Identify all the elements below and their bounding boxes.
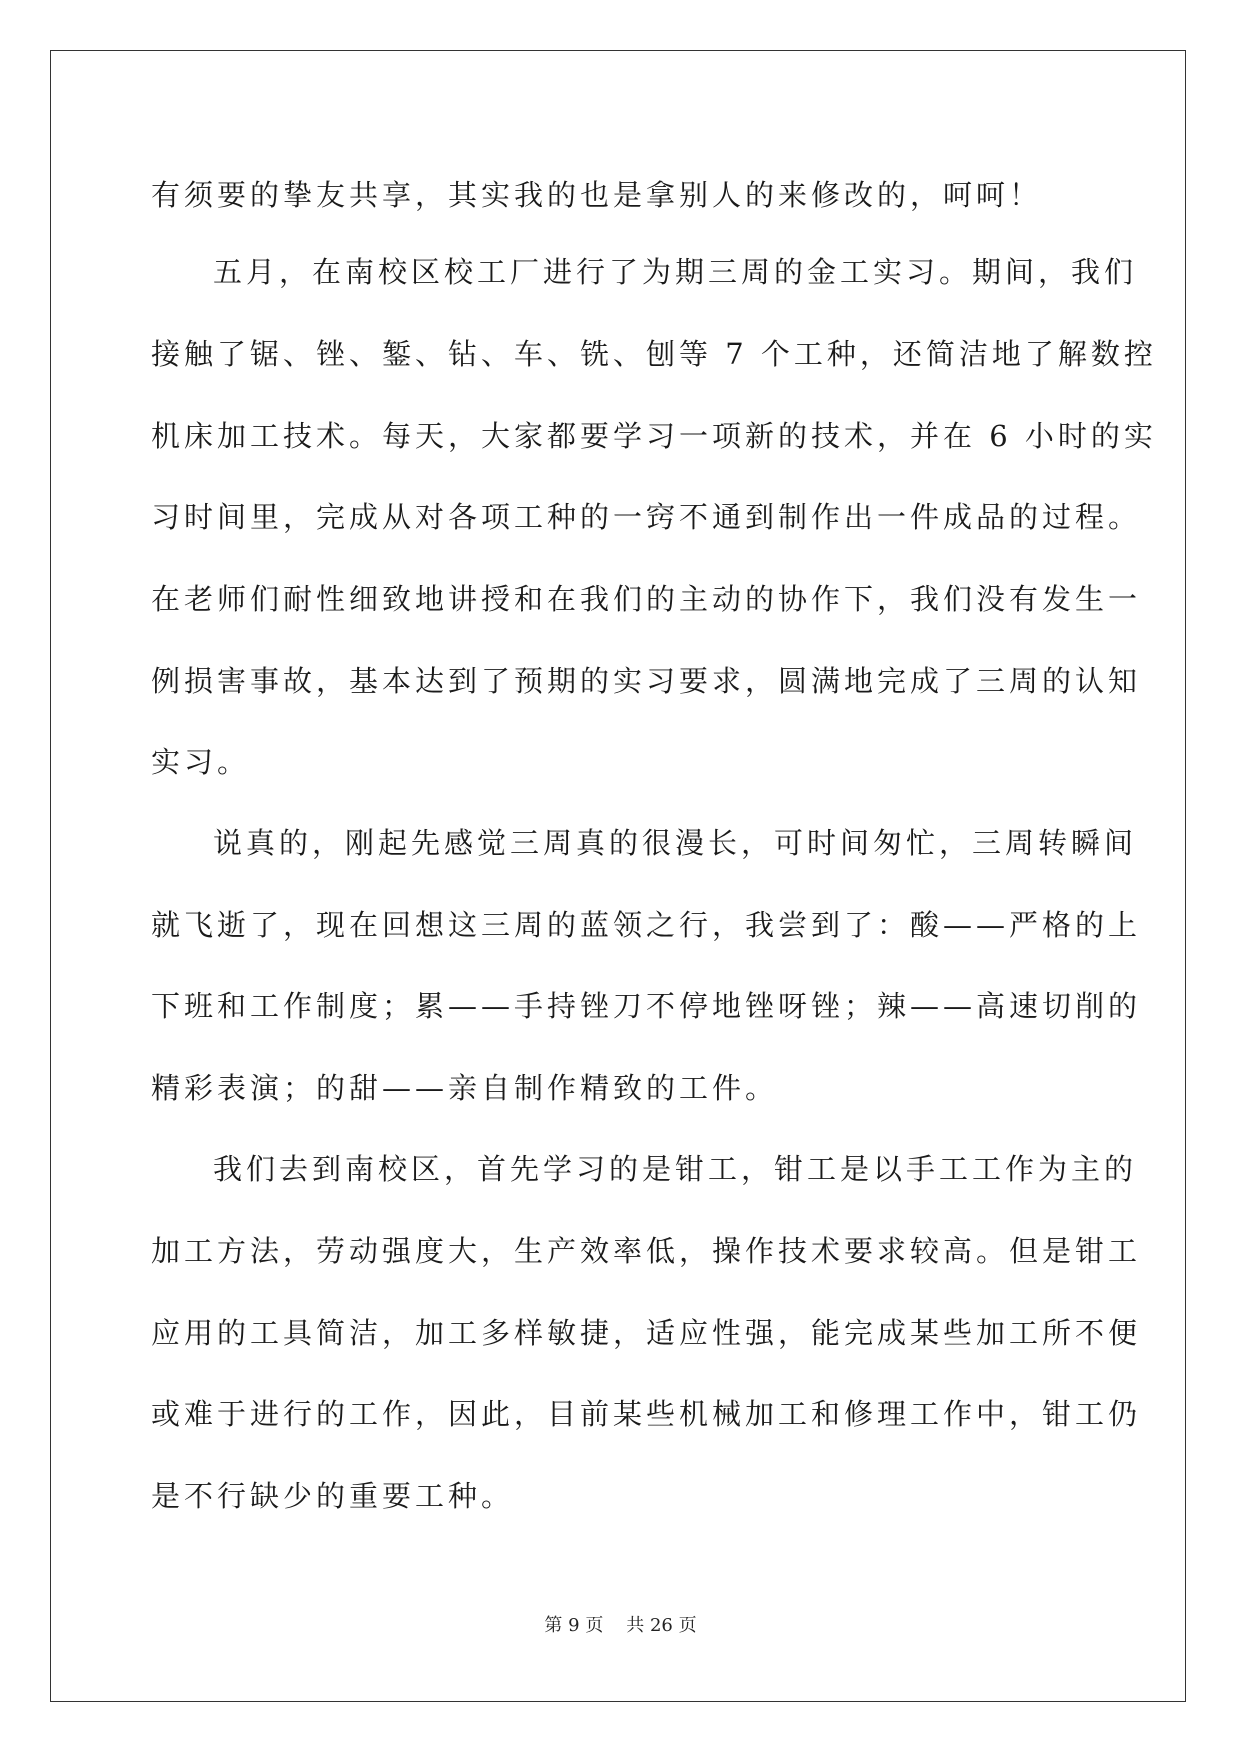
text-line-6: 在老师们耐性细致地讲授和在我们的主动的协作下，我们没有发生一 (151, 582, 1142, 616)
text-line-5: 习时间里，完成从对各项工种的一窍不通到制作出一件成品的过程。 (151, 500, 1142, 534)
text-line-9: 说真的，刚起先感觉三周真的很漫长，可时间匆忙，三周转瞬间 (213, 826, 1138, 860)
text-line-4: 机床加工技术。每天，大家都要学习一项新的技术，并在 6 小时的实 (151, 419, 1157, 453)
text-line-11: 下班和工作制度；累——手持锉刀不停地锉呀锉；辣——高速切削的 (151, 989, 1142, 1023)
text-line-8: 实习。 (151, 745, 251, 779)
text-line-17: 是不行缺少的重要工种。 (151, 1479, 515, 1513)
page-frame (50, 50, 1186, 1702)
text-line-14: 加工方法，劳动强度大，生产效率低，操作技术要求较高。但是钳工 (151, 1234, 1142, 1268)
page-footer (0, 1614, 1241, 1638)
text-line-10: 就飞逝了，现在回想这三周的蓝领之行，我尝到了：酸——严格的上 (151, 908, 1142, 942)
page-total: 共 26 页 (626, 1615, 697, 1636)
text-line-16: 或难于进行的工作，因此，目前某些机械加工和修理工作中，钳工仍 (151, 1397, 1142, 1431)
text-line-7: 例损害事故，基本达到了预期的实习要求，圆满地完成了三周的认知 (151, 664, 1142, 698)
text-line-3: 接触了锯、锉、錾、钻、车、铣、刨等 7 个工种，还简洁地了解数控 (151, 337, 1157, 371)
text-line-12: 精彩表演；的甜——亲自制作精致的工件。 (151, 1071, 779, 1105)
text-line-1: 有须要的挚友共享，其实我的也是拿别人的来修改的，呵呵！ (151, 178, 1043, 212)
text-line-15: 应用的工具简洁，加工多样敏捷，适应性强，能完成某些加工所不便 (151, 1316, 1142, 1350)
text-line-13: 我们去到南校区，首先学习的是钳工，钳工是以手工工作为主的 (213, 1152, 1138, 1186)
page-number: 第 9 页 (544, 1615, 604, 1636)
text-line-2: 五月，在南校区校工厂进行了为期三周的金工实习。期间，我们 (213, 255, 1138, 289)
